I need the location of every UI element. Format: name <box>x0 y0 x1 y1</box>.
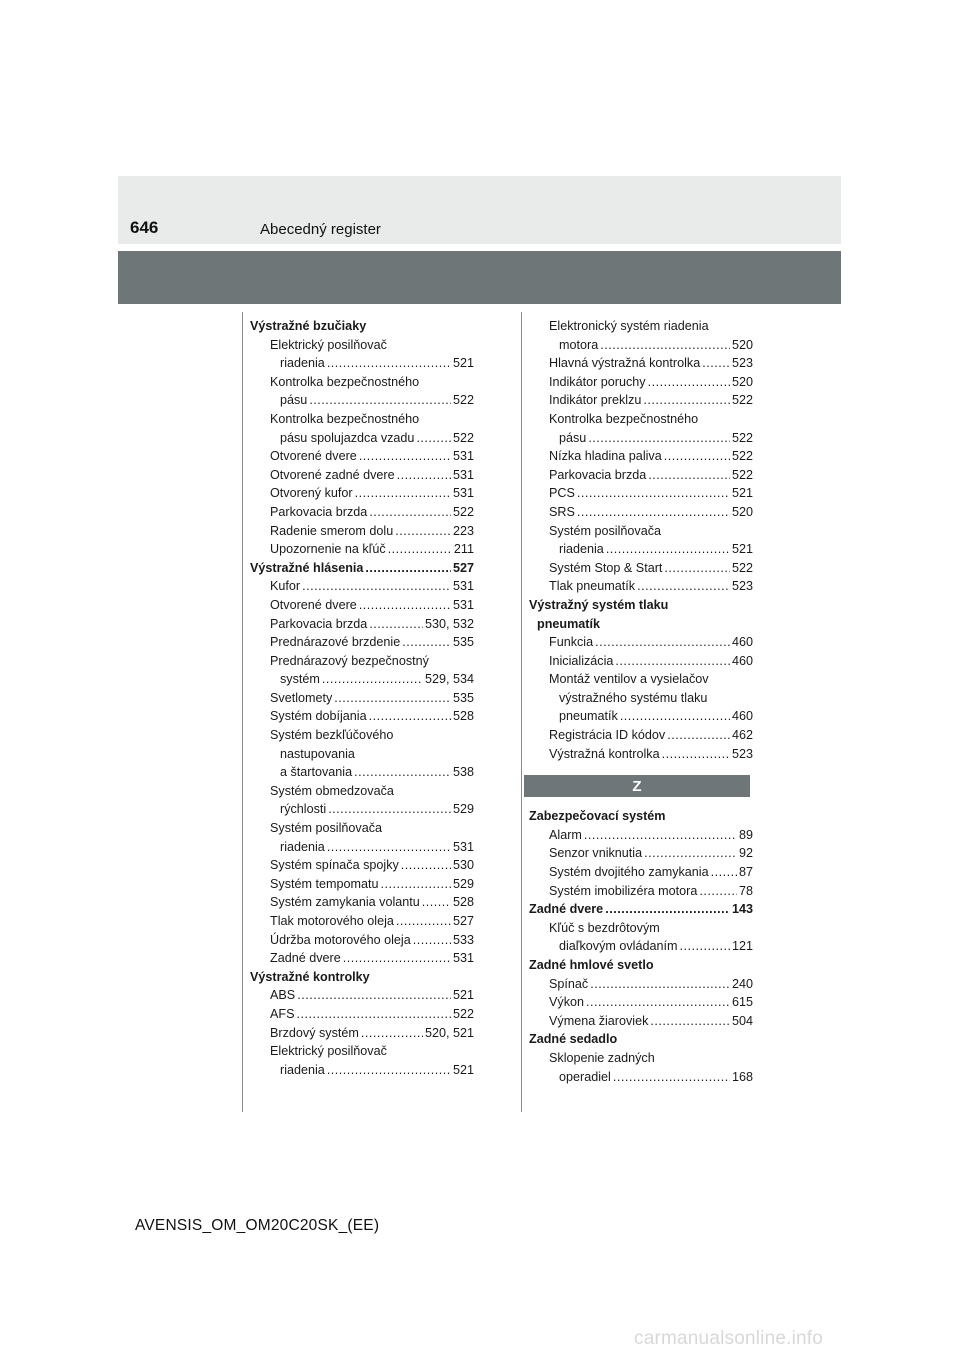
dot-leader <box>613 1068 730 1087</box>
dot-leader <box>309 391 451 410</box>
dot-leader <box>590 975 730 994</box>
index-entry: Montáž ventilov a vysielačov <box>549 672 709 687</box>
page-reference: 531 <box>452 597 474 612</box>
dot-leader <box>648 466 730 485</box>
watermark: carmanualsonline.info <box>634 1328 824 1349</box>
entry-term: Tlak motorového oleja <box>270 914 394 928</box>
entry-term: riadenia <box>280 356 325 371</box>
page-reference: 535 <box>452 635 474 650</box>
letter-section-header: Z <box>524 775 750 797</box>
index-entry <box>250 856 474 875</box>
index-entry: Kľúč s bezdrôtovým <box>549 920 660 935</box>
entry-term: Otvorené dvere <box>270 597 357 612</box>
dot-leader <box>422 893 451 912</box>
dot-leader <box>644 844 737 863</box>
entry-term: Výmena žiaroviek <box>549 1013 649 1028</box>
page-reference: 223 <box>452 523 474 538</box>
page-reference: 522 <box>731 467 753 482</box>
dot-leader <box>395 522 451 541</box>
entry-term: Kufor <box>270 579 301 594</box>
entry-term: pásu <box>559 430 587 445</box>
dot-leader <box>381 875 451 894</box>
index-entry <box>529 373 753 392</box>
dot-leader <box>711 863 737 882</box>
entry-term: a štartovania <box>280 765 353 780</box>
index-entry: Systém obmedzovača <box>270 783 394 798</box>
entry-term: Systém dobíjania <box>270 709 367 724</box>
dot-leader <box>354 763 451 782</box>
index-entry: Elektrický posilňovač <box>270 1044 387 1059</box>
page-reference: 531 <box>452 839 474 854</box>
page-reference: 522 <box>731 393 753 408</box>
entry-term: Hlavná výstražná kontrolka <box>549 356 701 371</box>
dot-leader <box>588 429 730 448</box>
index-column-1 <box>250 317 474 1079</box>
dot-leader <box>361 1024 423 1043</box>
page-reference: 538 <box>452 765 474 780</box>
index-entry: Výstražné bzučiaky <box>250 319 367 333</box>
index-entry <box>250 429 474 448</box>
page-reference: 531 <box>452 467 474 482</box>
index-entry <box>250 447 474 466</box>
entry-term: Systém tempomatu <box>270 876 379 891</box>
dot-leader <box>327 838 451 857</box>
page-reference: 522 <box>452 504 474 519</box>
index-entry <box>529 540 753 559</box>
index-entry <box>250 540 474 559</box>
index-column-2-bottom <box>529 807 753 1086</box>
entry-term: Výkon <box>549 995 585 1010</box>
page-reference: 615 <box>731 995 753 1010</box>
dot-leader <box>679 937 730 956</box>
page-reference: 460 <box>731 709 753 724</box>
page-reference: 504 <box>731 1013 753 1028</box>
entry-term: Parkovacia brzda <box>270 616 368 631</box>
index-entry: Systém posilňovača <box>270 821 382 836</box>
dot-leader <box>664 559 730 578</box>
dot-leader <box>402 633 451 652</box>
dot-leader <box>401 856 451 875</box>
entry-term: Zadné dvere <box>529 902 604 917</box>
dot-leader <box>369 503 451 522</box>
index-entry <box>250 466 474 485</box>
index-entry <box>529 726 753 745</box>
page-reference: 531 <box>452 951 474 966</box>
index-entry: Zabezpečovací systém <box>529 809 666 824</box>
entry-term: Otvorené zadné dvere <box>270 467 395 482</box>
dot-leader <box>397 466 451 485</box>
document-code: AVENSIS_OM_OM20C20SK_(EE) <box>135 1217 380 1234</box>
index-entry <box>529 937 753 956</box>
index-entry <box>250 875 474 894</box>
page-reference: 522 <box>452 430 474 445</box>
dot-leader <box>664 447 730 466</box>
page-reference: 531 <box>452 579 474 594</box>
page-reference: 87 <box>738 865 753 880</box>
dot-leader <box>584 826 737 845</box>
index-entry <box>250 689 474 708</box>
index-entry <box>529 429 753 448</box>
section-title: Abecedný register <box>260 221 381 238</box>
index-entry <box>250 484 474 503</box>
page-reference: 531 <box>452 486 474 501</box>
entry-term: pásu spolujazdca vzadu <box>280 430 415 445</box>
header-band <box>118 176 841 244</box>
page-reference: 462 <box>731 728 753 743</box>
index-entry <box>250 838 474 857</box>
entry-term: Výstražné hlásenia <box>250 560 364 575</box>
entry-term: Systém Stop & Start <box>549 560 663 575</box>
page-reference: 521 <box>731 486 753 501</box>
entry-term: Upozornenie na kľúč <box>270 542 386 557</box>
dot-leader <box>328 800 451 819</box>
index-entry <box>529 900 753 919</box>
page-reference: 523 <box>731 579 753 594</box>
page-reference: 520 <box>731 374 753 389</box>
index-entry <box>529 577 753 596</box>
index-entry <box>250 800 474 819</box>
index-entry <box>250 354 474 373</box>
index-entry: Zadné hmlové svetlo <box>529 958 654 972</box>
page-reference: 531 <box>452 449 474 464</box>
index-entry: Kontrolka bezpečnostného <box>549 411 699 426</box>
entry-term: motora <box>559 337 599 352</box>
index-entry <box>250 1005 474 1024</box>
index-entry: Elektronický systém riadenia <box>549 319 709 333</box>
page-reference: 529, 534 <box>424 672 474 687</box>
page-reference: 121 <box>731 939 753 954</box>
index-entry <box>250 1024 474 1043</box>
index-entry: Elektrický posilňovač <box>270 337 387 352</box>
page-reference: 527 <box>452 560 474 575</box>
index-entry <box>250 1061 474 1080</box>
index-entry <box>250 949 474 968</box>
dot-leader <box>359 447 451 466</box>
entry-term: systém <box>280 672 320 687</box>
entry-term: Zadné dvere <box>270 951 341 966</box>
page-reference: 522 <box>731 430 753 445</box>
entry-term: Senzor vniknutia <box>549 846 643 861</box>
entry-term: pásu <box>280 393 308 408</box>
entry-term: Spínač <box>549 976 589 991</box>
page-reference: 460 <box>731 635 753 650</box>
dot-leader <box>586 993 730 1012</box>
dot-leader <box>322 670 423 689</box>
index-entry <box>250 763 474 782</box>
entry-term: Radenie smerom dolu <box>270 523 394 538</box>
index-entry <box>529 1012 753 1031</box>
page-reference: 211 <box>453 542 474 557</box>
entry-term: Alarm <box>549 827 582 842</box>
index-entry <box>529 503 753 522</box>
index-entry: Systém bezkľúčového <box>270 728 394 743</box>
entry-term: Výstražná kontrolka <box>549 746 660 761</box>
entry-term: Tlak pneumatík <box>549 579 636 594</box>
page-reference: 521 <box>731 542 753 557</box>
header-bar <box>118 251 841 304</box>
page-reference: 523 <box>731 356 753 371</box>
entry-term: AFS <box>270 1006 295 1021</box>
page-reference: 522 <box>452 1006 474 1021</box>
index-entry: Zadné sedadlo <box>529 1032 618 1047</box>
entry-term: rýchlosti <box>280 802 327 817</box>
index-entry <box>529 447 753 466</box>
page-reference: 522 <box>731 560 753 575</box>
index-entry: Výstražné kontrolky <box>250 969 370 984</box>
dot-leader <box>327 354 451 373</box>
entry-term: Nízka hladina paliva <box>549 449 662 464</box>
index-entry <box>529 559 753 578</box>
dot-leader <box>396 912 451 931</box>
page-reference: 521 <box>452 356 474 371</box>
index-entry <box>250 633 474 652</box>
index-entry <box>250 615 474 634</box>
index-entry <box>250 893 474 912</box>
entry-term: diaľkovým ovládaním <box>559 939 678 954</box>
index-entry <box>529 466 753 485</box>
index-entry: Výstražný systém tlaku <box>529 597 669 612</box>
index-entry: nastupovania <box>280 746 355 761</box>
entry-term: Systém dvojitého zamykania <box>549 865 709 880</box>
dot-leader <box>359 596 451 615</box>
dot-leader <box>605 900 730 919</box>
entry-term: Otvorené dvere <box>270 449 357 464</box>
page-reference: 523 <box>731 746 753 761</box>
dot-leader <box>637 577 730 596</box>
page-reference: 522 <box>731 449 753 464</box>
page-reference: 529 <box>452 876 474 891</box>
dot-leader <box>643 391 730 410</box>
entry-term: operadiel <box>559 1069 611 1084</box>
entry-term: Funkcia <box>549 635 594 650</box>
page-reference: 528 <box>452 895 474 910</box>
index-entry <box>250 559 474 578</box>
page-reference: 240 <box>731 976 753 991</box>
column-rule-left <box>242 312 243 1112</box>
dot-leader <box>702 354 730 373</box>
index-entry <box>250 596 474 615</box>
dot-leader <box>343 949 451 968</box>
entry-term: Údržba motorového oleja <box>270 932 411 947</box>
index-entry: pneumatík <box>537 616 600 631</box>
index-column-2-top <box>529 317 753 763</box>
entry-term: ABS <box>270 988 296 1003</box>
entry-term: pneumatík <box>559 709 618 724</box>
index-entry <box>529 336 753 355</box>
entry-term: Inicializácia <box>549 653 614 668</box>
index-entry <box>529 745 753 764</box>
entry-term: Indikátor preklzu <box>549 393 642 408</box>
entry-term: Registrácia ID kódov <box>549 728 666 743</box>
page-reference: 92 <box>738 846 753 861</box>
page-reference: 529 <box>452 802 474 817</box>
index-entry <box>250 391 474 410</box>
dot-leader <box>302 577 451 596</box>
entry-term: Indikátor poruchy <box>549 374 646 389</box>
index-entry <box>529 652 753 671</box>
index-entry <box>529 993 753 1012</box>
index-entry: Kontrolka bezpečnostného <box>270 411 420 426</box>
entry-term: SRS <box>549 504 575 519</box>
page-reference: 89 <box>738 827 753 842</box>
page-reference: 460 <box>731 653 753 668</box>
dot-leader <box>297 1005 451 1024</box>
entry-term: Otvorený kufor <box>270 486 353 501</box>
page-reference: 520, 521 <box>424 1025 474 1040</box>
entry-term: Systém spínača spojky <box>270 858 399 873</box>
entry-term: riadenia <box>559 542 604 557</box>
page-reference: 78 <box>738 883 753 898</box>
dot-leader <box>369 707 451 726</box>
index-entry <box>250 577 474 596</box>
index-entry: Systém posilňovača <box>549 523 661 538</box>
index-entry <box>250 503 474 522</box>
index-entry <box>529 707 753 726</box>
dot-leader <box>334 689 451 708</box>
dot-leader <box>662 745 730 764</box>
index-entry <box>529 391 753 410</box>
dot-leader <box>595 633 730 652</box>
dot-leader <box>365 559 451 578</box>
page-reference: 520 <box>731 337 753 352</box>
entry-term: Systém zamykania volantu <box>270 895 420 910</box>
index-entry <box>529 975 753 994</box>
index-entry <box>529 354 753 373</box>
index-entry: Sklopenie zadných <box>549 1050 655 1065</box>
index-entry <box>250 670 474 689</box>
index-entry: výstražného systému tlaku <box>559 690 708 705</box>
entry-term: PCS <box>549 486 575 501</box>
index-entry <box>250 522 474 541</box>
index-entry <box>250 931 474 950</box>
page-reference: 535 <box>452 690 474 705</box>
page-reference: 528 <box>452 709 474 724</box>
page-reference: 143 <box>731 902 753 917</box>
index-entry <box>529 633 753 652</box>
dot-leader <box>600 336 730 355</box>
dot-leader <box>577 503 730 522</box>
entry-term: Parkovacia brzda <box>549 467 647 482</box>
index-entry <box>529 863 753 882</box>
index-entry <box>529 1068 753 1087</box>
page-number: 646 <box>130 218 159 237</box>
dot-leader <box>699 882 737 901</box>
dot-leader <box>355 484 451 503</box>
page-reference: 530, 532 <box>424 616 474 631</box>
entry-term: Prednárazové brzdenie <box>270 635 401 650</box>
page-reference: 520 <box>731 504 753 519</box>
dot-leader <box>297 986 451 1005</box>
index-entry <box>250 986 474 1005</box>
index-entry: Kontrolka bezpečnostného <box>270 374 420 389</box>
dot-leader <box>648 373 730 392</box>
index-entry <box>250 707 474 726</box>
dot-leader <box>388 540 452 559</box>
dot-leader <box>615 652 730 671</box>
index-entry: Prednárazový bezpečnostný <box>270 653 429 668</box>
page-reference: 521 <box>452 1062 474 1077</box>
dot-leader <box>327 1061 451 1080</box>
index-entry <box>529 882 753 901</box>
index-entry <box>529 484 753 503</box>
index-column-2 <box>529 317 753 1086</box>
dot-leader <box>650 1012 730 1031</box>
index-entry <box>529 844 753 863</box>
entry-term: Parkovacia brzda <box>270 504 368 519</box>
dot-leader <box>369 615 423 634</box>
entry-term: riadenia <box>280 839 325 854</box>
page-reference: 533 <box>452 932 474 947</box>
dot-leader <box>667 726 730 745</box>
page-reference: 168 <box>731 1069 753 1084</box>
dot-leader <box>620 707 730 726</box>
entry-term: Systém imobilizéra motora <box>549 883 698 898</box>
dot-leader <box>577 484 730 503</box>
index-entry <box>529 826 753 845</box>
entry-term: riadenia <box>280 1062 325 1077</box>
dot-leader <box>413 931 451 950</box>
column-rule-middle <box>521 312 522 1112</box>
page-reference: 522 <box>452 393 474 408</box>
index-entry <box>250 912 474 931</box>
dot-leader <box>416 429 451 448</box>
entry-term: Svetlomety <box>270 690 333 705</box>
page-reference: 521 <box>452 988 474 1003</box>
entry-term: Brzdový systém <box>270 1025 359 1040</box>
page-reference: 527 <box>452 914 474 928</box>
dot-leader <box>606 540 730 559</box>
page-reference: 530 <box>452 858 474 873</box>
